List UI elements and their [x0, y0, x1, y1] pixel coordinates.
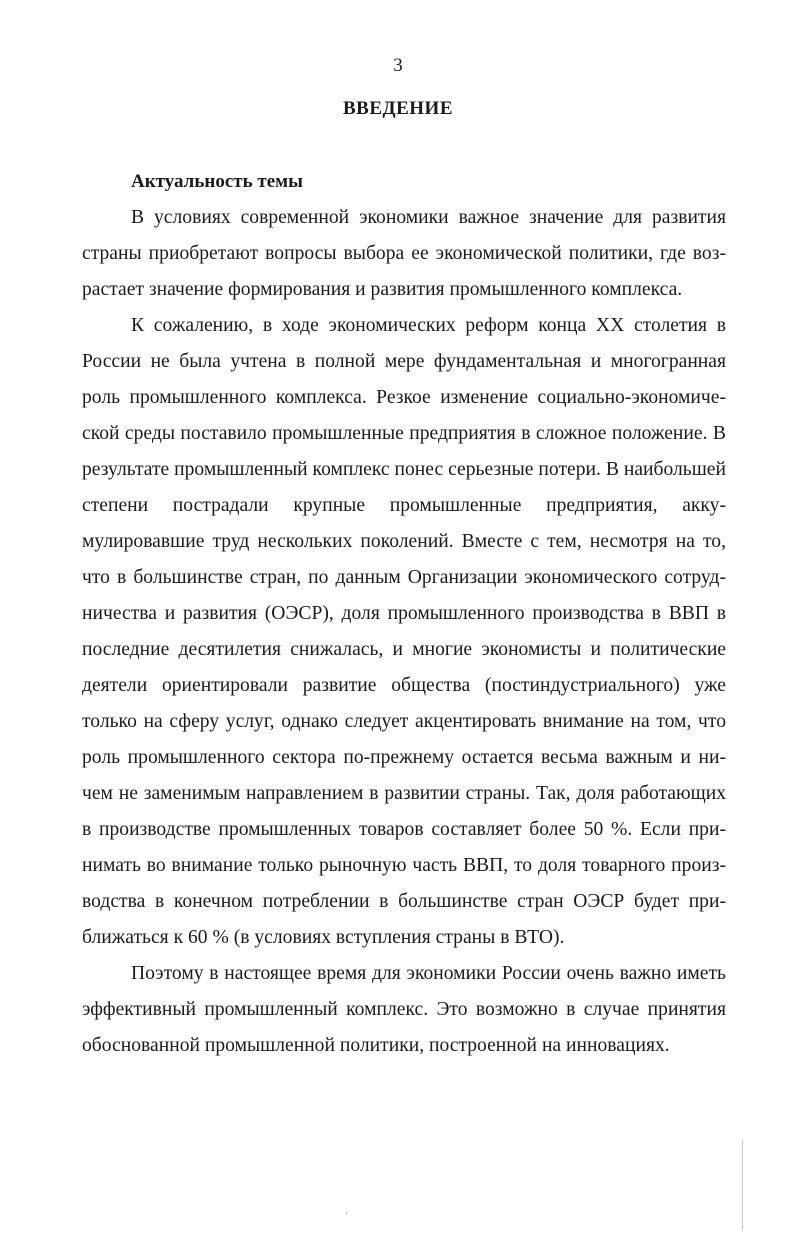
chapter-title: ВВЕДЕНИЕ [343, 98, 453, 119]
page-number: 3 [393, 55, 403, 76]
section-title: Актуальность темы [131, 171, 303, 192]
paragraph-1: В условиях современной экономики важное значение для развития страны приобретают вопросы выбора ее экономической политики, где возрастает значение формирования и развития промышленного комплекса. [82, 207, 726, 300]
paragraph-2: К сожалению, в ходе экономических реформ конца XX столетия в России не была учтена в полной мере фундаментальная и многогранная роль промышленного комплекса. Резкое изменение социально-экономической среды поставило промышленные предприятия в сложное положение. В результате промышленный комплекс понес серьезные потери. В наибольшей степени пострадали крупные промышленные предприятия, аккумулировавшие труд нескольких поколений. Вместе с тем, несмотря на то, что в большинстве стран, по данным Организации экономического сотрудничества и развития (ОЭСР), доля промышленного производства в ВВП в последние десятилетия снижалась, и многие экономисты и политические деятели ориентировали развитие общества (постиндустриального) уже только на сферу услуг, однако следует акцентировать внимание на том, что роль промышленного сектора по-прежнему остается весьма важным и ничем не заменимым направлением в развитии страны. Так, доля работающих в производстве промышленных товаров составляет более 50 %. Если принимать во внимание только рыночную часть ВВП, то доля товарного производства в конечном потреблении в большинстве стран ОЭСР будет приближаться к 60 % (в условиях вступления страны в ВТО). [82, 315, 726, 948]
scan-artifact-line [742, 1140, 743, 1230]
scan-artifact-dot [346, 1212, 347, 1215]
paragraph-3: Поэтому в настоящее время для экономики России очень важно иметь эффективный промышленный комплекс. Это возможно в случае принятия обоснованной промышленной политики, построенной на инновациях. [82, 963, 726, 1056]
body-text [82, 200, 726, 1064]
